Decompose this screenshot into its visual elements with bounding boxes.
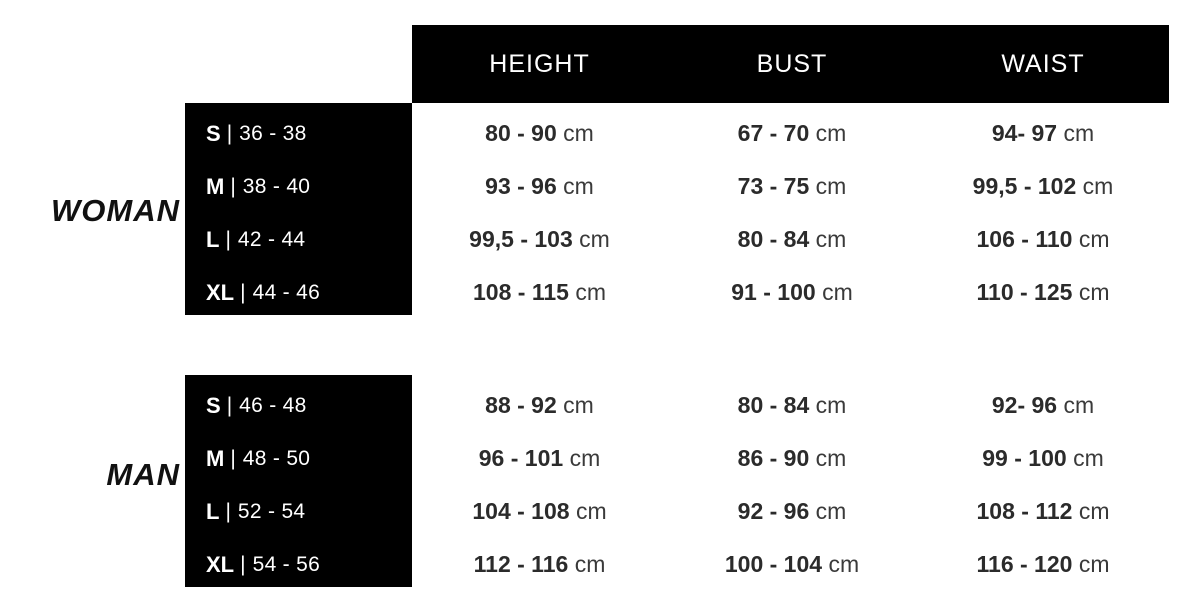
cell-woman-l-waist [917,213,1169,266]
size-separator: | [240,280,246,304]
value: 100 - 104 [724,551,823,577]
cell-woman-l-bust [667,213,917,266]
group-label-man: MAN [106,457,180,492]
unit: cm [1078,279,1110,305]
unit: cm [815,173,847,199]
value: 80 - 84 [737,226,810,252]
value: 92- 96 [991,392,1058,418]
value: 110 - 125 [976,279,1073,305]
unit: cm [563,173,594,199]
value: 99,5 - 102 [972,173,1077,199]
cell-man-l-waist [917,485,1169,538]
cell-woman-xl-height [412,266,667,319]
unit: cm [815,120,847,146]
size-separator: | [226,393,233,417]
unit: cm [563,392,594,418]
size-eu: 48 - 50 [242,446,311,470]
size-eu: 38 - 40 [242,174,311,198]
unit: cm [815,445,847,471]
value: 86 - 90 [737,445,810,471]
value: 108 - 112 [976,498,1073,524]
value: 94- 97 [991,120,1058,146]
unit: cm [815,392,847,418]
unit: cm [815,498,847,524]
size-separator: | [230,174,236,198]
cell-woman-m-waist [917,160,1169,213]
cell-man-xl-height [412,538,667,591]
cell-man-s-bust [667,379,917,432]
cell-man-xl-bust [667,538,917,591]
unit: cm [1078,551,1110,577]
unit: cm [822,279,853,305]
value: 106 - 110 [976,226,1073,252]
value: 67 - 70 [737,120,810,146]
size-separator: | [240,552,246,576]
unit: cm [575,279,606,305]
size-code: L [206,226,220,252]
cell-woman-s-height [412,107,667,160]
size-separator: | [225,227,231,251]
cell-woman-s-bust [667,107,917,160]
size-eu: 46 - 48 [239,393,307,417]
unit: cm [1078,498,1110,524]
cell-man-l-bust [667,485,917,538]
cell-woman-m-height [412,160,667,213]
cell-man-m-waist [917,432,1169,485]
unit: cm [1063,392,1095,418]
cell-woman-m-bust [667,160,917,213]
column-header-height: HEIGHT [489,50,590,78]
unit: cm [1082,173,1114,199]
cell-man-xl-waist [917,538,1169,591]
cell-man-m-height [412,432,667,485]
value: 99 - 100 [982,445,1067,471]
size-code: L [206,498,220,524]
cell-woman-xl-waist [917,266,1169,319]
unit: cm [1073,445,1104,471]
unit: cm [1078,226,1110,252]
size-eu: 36 - 38 [239,121,307,145]
size-code: M [206,445,225,471]
table-row [185,379,412,432]
unit: cm [569,445,601,471]
size-separator: | [225,499,231,523]
size-block-woman [185,103,412,315]
unit: cm [575,498,607,524]
value: 104 - 108 [472,498,570,524]
value: 88 - 92 [485,392,557,418]
table-row [185,432,412,485]
unit: cm [828,551,860,577]
size-separator: | [226,121,233,145]
unit: cm [815,226,847,252]
table-row [185,538,412,591]
unit: cm [1063,120,1095,146]
size-separator: | [230,446,236,470]
group-label-woman: WOMAN [51,193,180,228]
value: 80 - 90 [485,120,557,146]
value: 108 - 115 [473,279,569,305]
size-code: S [206,120,221,146]
cell-woman-xl-bust [667,266,917,319]
value: 73 - 75 [737,173,810,199]
table-row [185,266,412,319]
cell-man-l-height [412,485,667,538]
size-code: M [206,173,225,199]
size-code: XL [206,551,235,577]
value: 80 - 84 [737,392,810,418]
value: 92 - 96 [737,498,810,524]
size-code: XL [206,279,235,305]
column-header-waist: WAIST [1001,50,1085,78]
size-eu: 54 - 56 [252,552,321,576]
size-eu: 42 - 44 [237,227,306,251]
table-row [185,213,412,266]
value: 99,5 - 103 [469,226,573,252]
unit: cm [579,226,610,252]
unit: cm [574,551,606,577]
value: 91 - 100 [731,279,816,305]
cell-woman-l-height [412,213,667,266]
value: 116 - 120 [976,551,1073,577]
cell-woman-s-waist [917,107,1169,160]
table-row [185,107,412,160]
unit: cm [563,120,594,146]
size-eu: 52 - 54 [237,499,306,523]
value: 93 - 96 [485,173,557,199]
column-header-bust: BUST [756,50,828,78]
value: 96 - 101 [478,445,564,471]
size-eu: 44 - 46 [252,280,321,304]
value: 112 - 116 [473,551,569,577]
size-block-man [185,375,412,587]
cell-man-s-height [412,379,667,432]
cell-man-m-bust [667,432,917,485]
table-row [185,485,412,538]
size-code: S [206,392,221,418]
table-row [185,160,412,213]
cell-man-s-waist [917,379,1169,432]
table-header-band [412,25,1169,103]
